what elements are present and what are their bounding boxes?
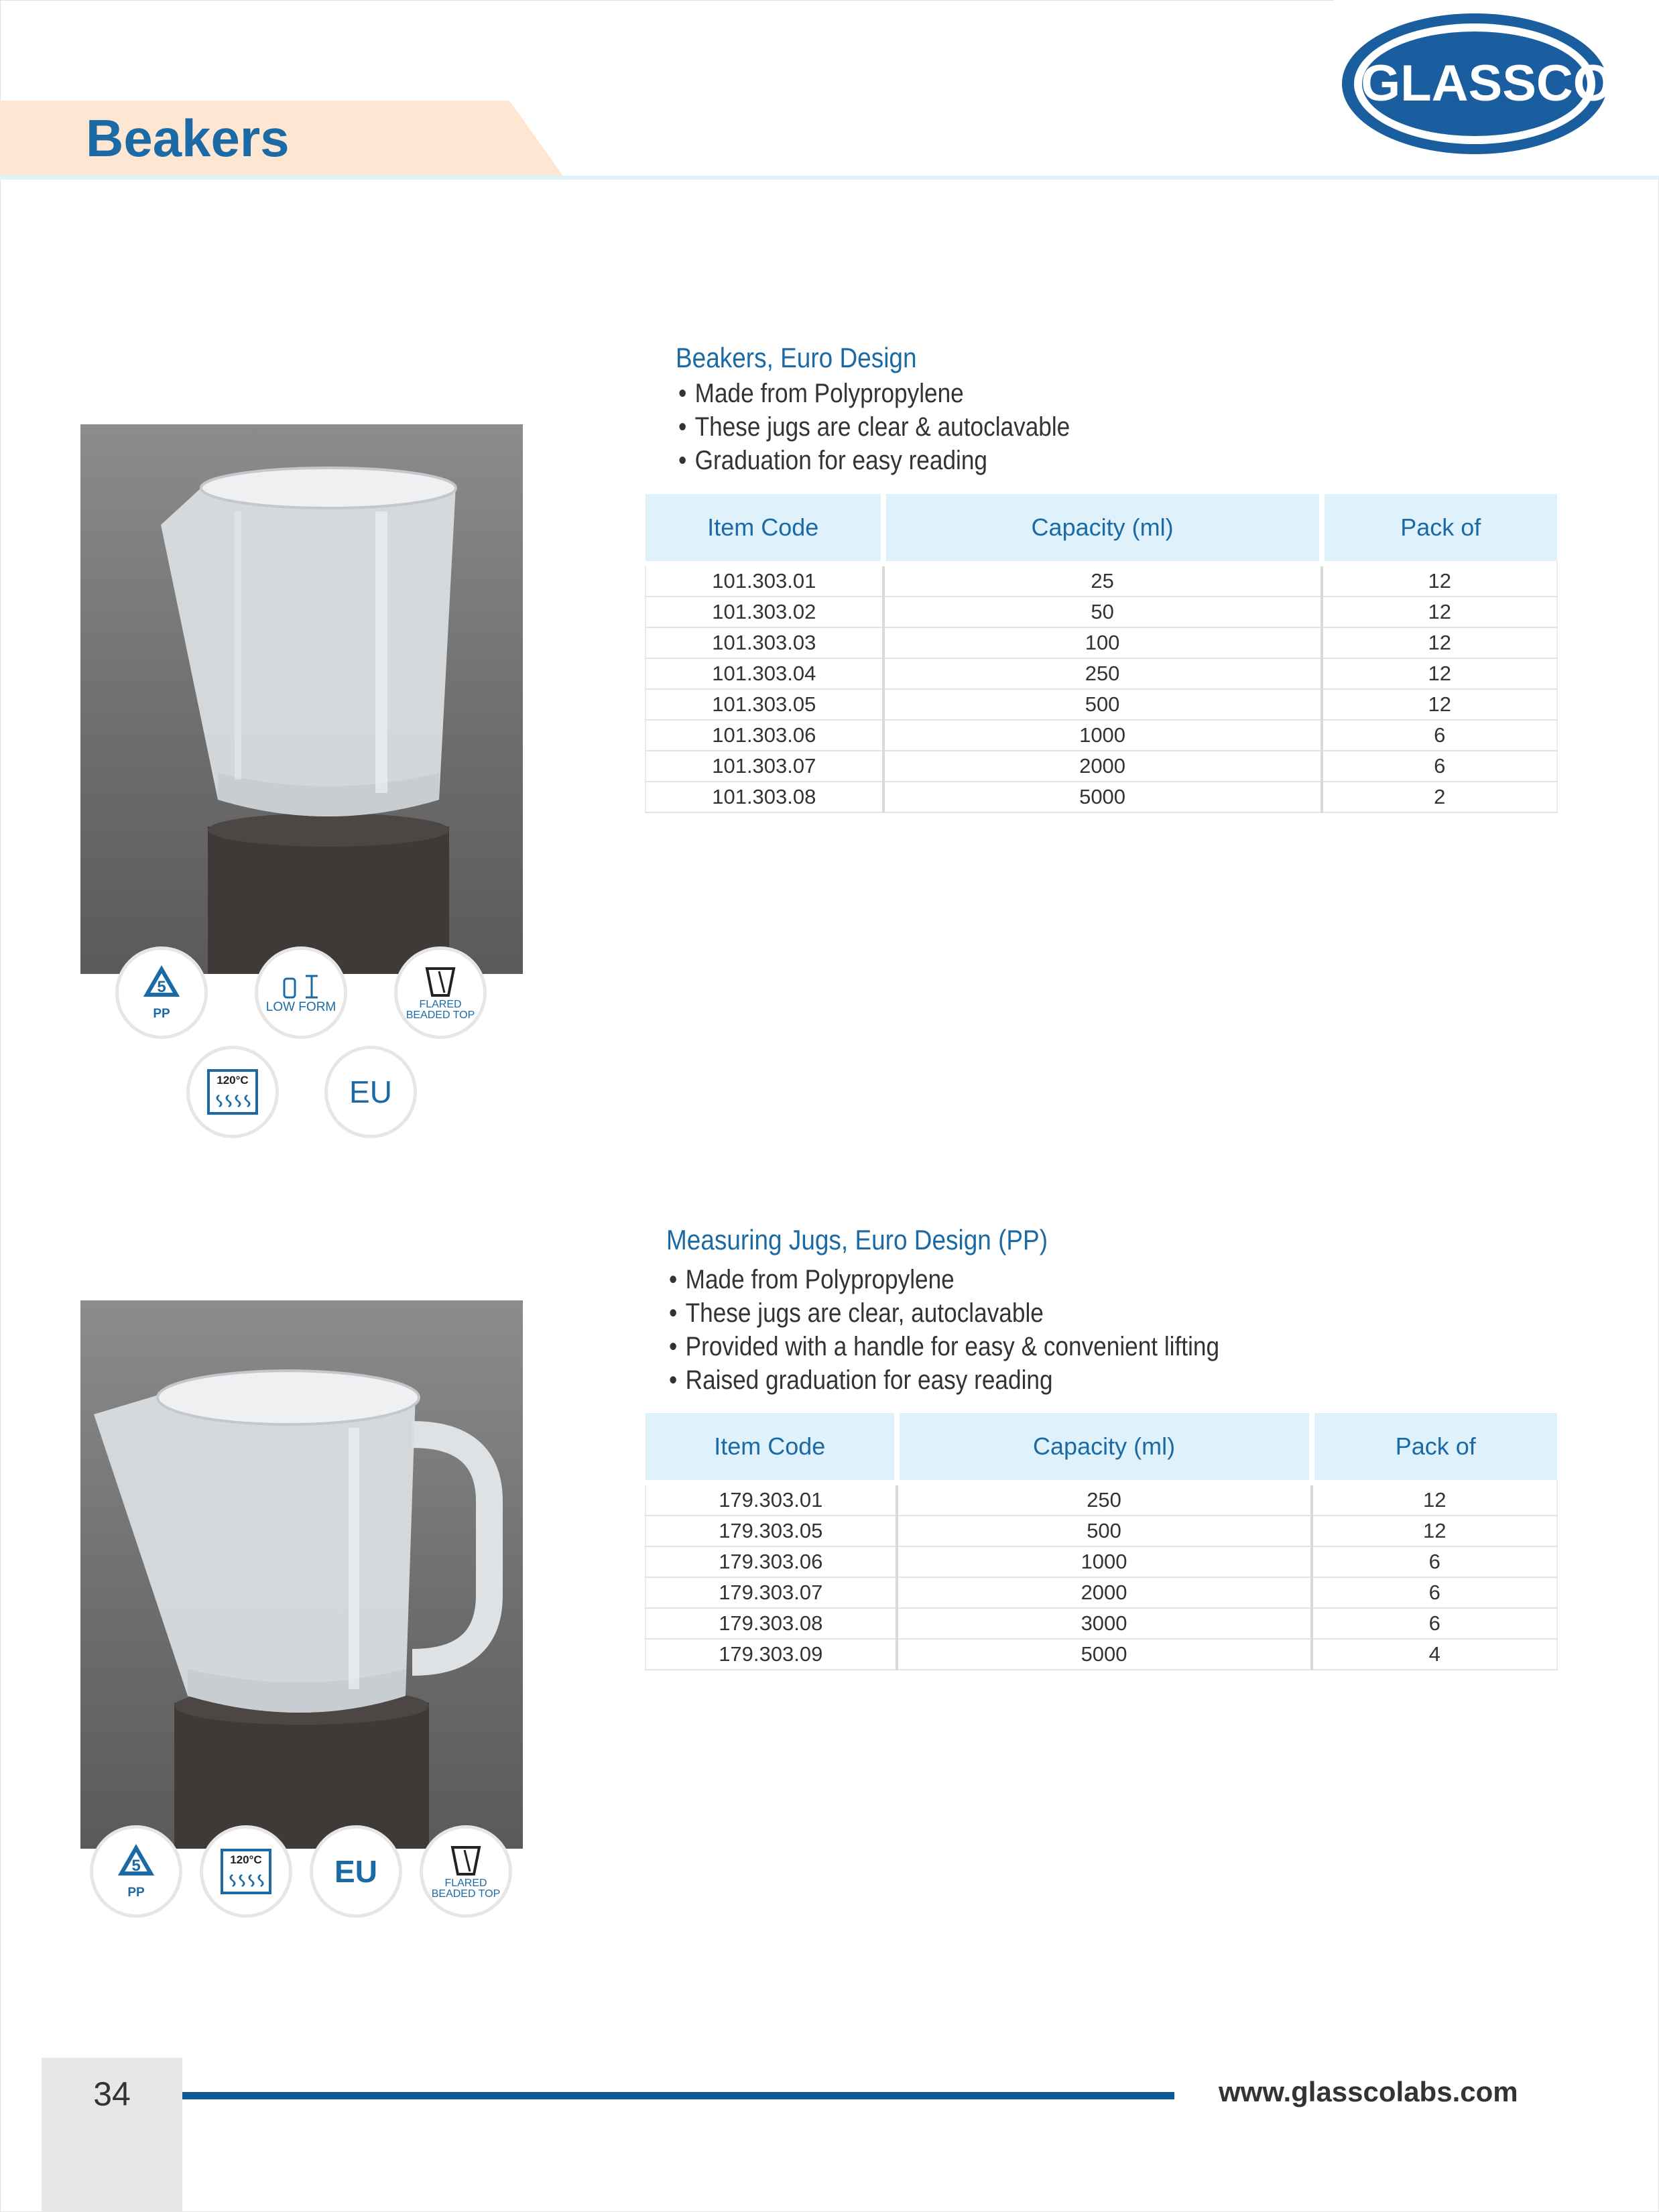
pp-label: PP — [127, 1886, 145, 1900]
svg-text:120°C: 120°C — [230, 1853, 262, 1866]
capacity: 1000 — [883, 720, 1322, 751]
flared-label: FLARED — [419, 999, 462, 1010]
column-header: Item Code — [646, 494, 883, 561]
capacity: 2000 — [897, 1577, 1312, 1608]
recycle-icon — [135, 965, 188, 1008]
capacity: 1000 — [897, 1546, 1312, 1577]
pack-of: 12 — [1312, 1485, 1557, 1516]
pp5-recycle-badge — [90, 1825, 182, 1918]
pack-of: 6 — [1312, 1608, 1557, 1639]
table-row — [646, 1485, 1557, 1516]
column-header: Item Code — [646, 1413, 897, 1480]
item-code: 101.303.06 — [646, 720, 883, 751]
pp5-recycle-badge — [115, 946, 208, 1039]
capacity: 500 — [883, 689, 1322, 720]
table-row — [646, 597, 1557, 627]
table-row — [646, 751, 1557, 782]
bullet-item: • Graduation for easy reading — [678, 444, 1070, 477]
table-row — [646, 627, 1557, 658]
table-row — [646, 1546, 1557, 1577]
footer-rule — [182, 2092, 1174, 2099]
bullet-item: • These jugs are clear, autoclavable — [669, 1296, 1219, 1330]
item-code: 179.303.05 — [646, 1516, 897, 1546]
table-row — [646, 566, 1557, 597]
pack-of: 6 — [1312, 1546, 1557, 1577]
item-code: 101.303.05 — [646, 689, 883, 720]
item-code: 101.303.04 — [646, 658, 883, 689]
item-code: 179.303.07 — [646, 1577, 897, 1608]
item-code: 101.303.08 — [646, 782, 883, 812]
item-code: 101.303.02 — [646, 597, 883, 627]
capacity: 25 — [883, 566, 1322, 597]
header-divider — [0, 176, 1659, 180]
pack-of: 2 — [1322, 782, 1557, 812]
pack-of: 12 — [1312, 1516, 1557, 1546]
pack-of: 6 — [1322, 720, 1557, 751]
item-code: 179.303.08 — [646, 1608, 897, 1639]
table-row — [646, 720, 1557, 751]
flared-beaker-icon — [420, 965, 460, 999]
table-row — [646, 1639, 1557, 1670]
capacity: 5000 — [883, 782, 1322, 812]
beaded-top-label: BEADED TOP — [431, 1888, 501, 1900]
column-header: Pack of — [1322, 494, 1557, 561]
beaded-top-label: BEADED TOP — [406, 1009, 475, 1021]
product1-title: Beakers, Euro Design — [676, 342, 917, 373]
column-header: Pack of — [1312, 1413, 1557, 1480]
pack-of: 4 — [1312, 1639, 1557, 1670]
autoclave-icon — [204, 1068, 261, 1116]
product2-title: Measuring Jugs, Euro Design (PP) — [666, 1224, 1048, 1255]
logo-text: GLASSCO — [1361, 55, 1613, 112]
capacity: 3000 — [897, 1608, 1312, 1639]
beaker-photo — [80, 424, 523, 974]
capacity: 500 — [897, 1516, 1312, 1546]
bullet-item: • Made from Polypropylene — [678, 377, 1070, 410]
website-link[interactable]: www.glasscolabs.com — [1219, 2076, 1518, 2107]
product1-bullets — [678, 377, 1070, 477]
flared-label: FLARED — [444, 1878, 487, 1889]
table-row — [646, 689, 1557, 720]
column-header: Capacity (ml) — [883, 494, 1322, 561]
product2-table — [645, 1413, 1558, 1670]
low-form-label: LOW FORM — [265, 1000, 336, 1014]
pack-of: 6 — [1312, 1577, 1557, 1608]
table-row — [646, 1577, 1557, 1608]
eu-badge — [324, 1046, 417, 1138]
pack-of: 12 — [1322, 689, 1557, 720]
page-number: 34 — [93, 2075, 131, 2113]
bullet-item: • These jugs are clear & autoclavable — [678, 410, 1070, 444]
recycle-icon — [109, 1844, 163, 1887]
table-row — [646, 658, 1557, 689]
item-code: 101.303.01 — [646, 566, 883, 597]
svg-text:5: 5 — [131, 1857, 141, 1875]
capacity: 250 — [897, 1485, 1312, 1516]
pack-of: 12 — [1322, 597, 1557, 627]
autoclave-120c-badge — [186, 1046, 279, 1138]
low-form-icon — [278, 972, 324, 1001]
product2-bullets — [669, 1263, 1219, 1397]
item-code: 101.303.03 — [646, 627, 883, 658]
item-code: 101.303.07 — [646, 751, 883, 782]
flared-beaded-top-badge — [420, 1825, 512, 1918]
table-row — [646, 1608, 1557, 1639]
svg-text:120°C: 120°C — [217, 1074, 249, 1087]
bullet-item: • Raised graduation for easy reading — [669, 1363, 1219, 1397]
autoclave-120c-badge — [200, 1825, 292, 1918]
pack-of: 12 — [1322, 658, 1557, 689]
product1-table — [645, 494, 1558, 813]
flared-beaded-top-badge — [394, 946, 487, 1039]
table-row — [646, 782, 1557, 812]
pack-of: 6 — [1322, 751, 1557, 782]
eu-badge — [310, 1825, 402, 1918]
low-form-badge — [255, 946, 347, 1039]
measuring-jug-photo — [80, 1300, 523, 1849]
eu-label: EU — [349, 1074, 392, 1109]
bullet-item: • Made from Polypropylene — [669, 1263, 1219, 1296]
eu-label: EU — [334, 1854, 377, 1889]
capacity: 100 — [883, 627, 1322, 658]
capacity: 2000 — [883, 751, 1322, 782]
pack-of: 12 — [1322, 566, 1557, 597]
column-header: Capacity (ml) — [897, 1413, 1312, 1480]
item-code: 179.303.01 — [646, 1485, 897, 1516]
glassco-logo — [1334, 0, 1659, 176]
page-title: Beakers — [86, 109, 290, 168]
pp-label: PP — [153, 1007, 170, 1021]
capacity: 50 — [883, 597, 1322, 627]
item-code: 179.303.09 — [646, 1639, 897, 1670]
item-code: 179.303.06 — [646, 1546, 897, 1577]
table-row — [646, 1516, 1557, 1546]
autoclave-icon — [218, 1847, 274, 1896]
bullet-item: • Provided with a handle for easy & convenient lifting — [669, 1330, 1219, 1363]
capacity: 5000 — [897, 1639, 1312, 1670]
capacity: 250 — [883, 658, 1322, 689]
svg-text:5: 5 — [157, 978, 166, 996]
flared-beaker-icon — [446, 1843, 486, 1878]
pack-of: 12 — [1322, 627, 1557, 658]
